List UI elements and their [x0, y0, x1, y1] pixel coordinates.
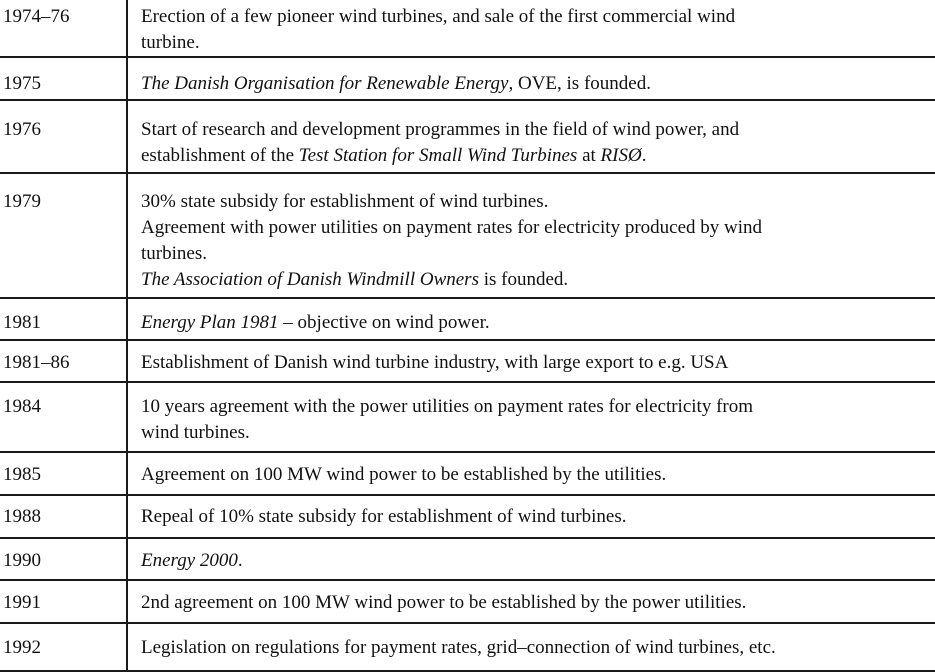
description-text: Repeal of 10% state subsidy for establishment of wind turbines. [141, 506, 627, 527]
description-line [141, 189, 925, 215]
year-cell: 1976 [0, 100, 127, 173]
year-cell: 1991 [0, 580, 127, 623]
description-line [141, 548, 925, 574]
event-description-cell [127, 580, 935, 623]
year-cell: 1988 [0, 495, 127, 538]
description-line [141, 117, 925, 143]
timeline-row [0, 173, 935, 298]
description-line [141, 4, 925, 30]
description-line [141, 420, 925, 446]
event-description-cell [127, 298, 935, 340]
italic-title-text: Energy 2000 [141, 550, 238, 571]
description-text: 10 years agreement with the power utilities on payment rates for electricity from [141, 396, 754, 417]
description-text: turbine. [141, 32, 200, 53]
description-line [141, 310, 925, 336]
event-description-cell [127, 340, 935, 382]
year-cell: 1984 [0, 382, 127, 452]
description-text: Agreement on 100 MW wind power to be established by the utilities. [141, 464, 667, 485]
timeline-row [0, 57, 935, 100]
description-text: wind turbines. [141, 422, 250, 443]
description-line [141, 590, 925, 616]
event-description-cell [127, 538, 935, 580]
description-line [141, 394, 925, 420]
timeline-row [0, 580, 935, 623]
description-text: . [641, 145, 647, 166]
event-description-cell [127, 623, 935, 671]
italic-title-text: Energy Plan 1981 [141, 312, 279, 333]
description-text: Establishment of Danish wind turbine industry, with large export to e.g. USA [141, 352, 729, 373]
timeline-row [0, 298, 935, 340]
event-description-cell [127, 382, 935, 452]
year-cell: 1975 [0, 57, 127, 100]
description-line [141, 267, 925, 293]
year-cell: 1979 [0, 173, 127, 298]
description-text: Legislation on regulations for payment rates, grid–connection of wind turbines, etc. [141, 637, 776, 658]
description-text: Agreement with power utilities on payment rates for electricity produced by wind [141, 217, 763, 238]
timeline-row [0, 340, 935, 382]
description-line [141, 504, 925, 530]
timeline-row [0, 623, 935, 671]
description-text: Start of research and development programmes in the field of wind power, and [141, 119, 740, 140]
event-description-cell [127, 452, 935, 495]
event-description-cell [127, 57, 935, 100]
timeline-row [0, 382, 935, 452]
description-line [141, 462, 925, 488]
year-cell: 1990 [0, 538, 127, 580]
italic-title-text: RISØ [600, 145, 642, 166]
event-description-cell [127, 100, 935, 173]
timeline-row [0, 452, 935, 495]
event-description-cell [127, 0, 935, 57]
event-description-cell [127, 495, 935, 538]
event-description-cell [127, 173, 935, 298]
description-text: Erection of a few pioneer wind turbines, and sale of the first commercial wind [141, 6, 736, 27]
italic-title-text: Test Station for Small Wind Turbines [298, 145, 578, 166]
description-text: is founded. [478, 269, 569, 290]
year-cell: 1992 [0, 623, 127, 671]
description-line [141, 143, 925, 169]
italic-title-text: The Danish Organisation for Renewable Energy [141, 73, 509, 94]
description-text: 30% state subsidy for establishment of wind turbines. [141, 191, 549, 212]
year-cell: 1974–76 [0, 0, 127, 57]
description-text: . [237, 550, 243, 571]
description-line [141, 635, 925, 661]
description-line [141, 241, 925, 267]
description-line [141, 215, 925, 241]
description-text: , OVE, is founded. [508, 73, 651, 94]
description-text: establishment of the [141, 145, 299, 166]
year-cell: 1981 [0, 298, 127, 340]
timeline-row [0, 495, 935, 538]
italic-title-text: The Association of Danish Windmill Owners [141, 269, 479, 290]
description-text: – objective on wind power. [278, 312, 490, 333]
description-text: 2nd agreement on 100 MW wind power to be established by the power utilities. [141, 592, 747, 613]
timeline-row [0, 100, 935, 173]
description-text: turbines. [141, 243, 207, 264]
year-cell: 1981–86 [0, 340, 127, 382]
description-line [141, 30, 925, 56]
description-line [141, 71, 925, 97]
year-cell: 1985 [0, 452, 127, 495]
description-text: at [577, 145, 601, 166]
description-line [141, 350, 925, 376]
timeline-row [0, 0, 935, 57]
timeline-row [0, 538, 935, 580]
